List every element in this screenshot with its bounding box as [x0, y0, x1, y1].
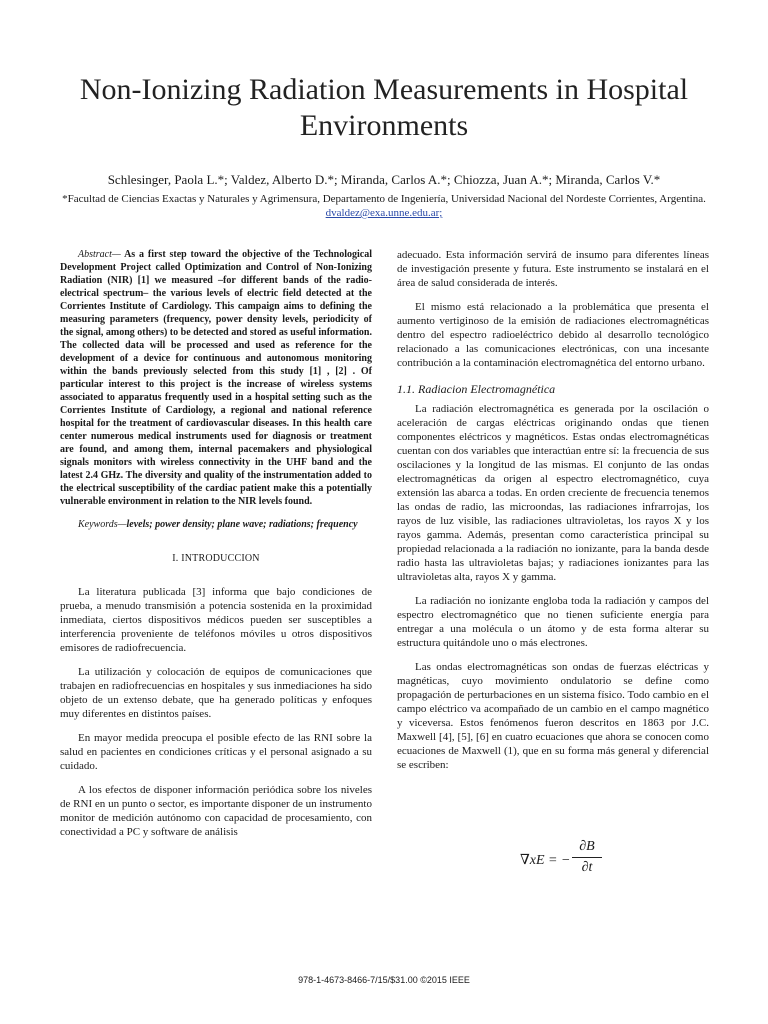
left-column	[60, 248, 372, 849]
abstract-text: As a first step toward the objective of the Technological Development Project called Optimization and Control of Non-Ionizing Radiation (NIR) [1] we measured –for different bands of the radio-electrical spectrum– the various levels of electric field detected at the Corrientes Institute of Cardiology. This campaign aims to defining the measuring parameters (frequency, power density levels, periodicity of the signal, among others) to be detected and stored as useful information. The collected data will be processed and used as reference for the development of a device for continuous and autonomous monitoring within the bands previously selected from this study [1] , [2] . Of particular interest to this project is the increase of wireless systems associated to apparatus frequently used in a hospital setting such as the Corrientes Institute of Cardiology, a regional and national reference hospital for the treatment of cardiovascular diseases. In this health care center numerous medical instruments used for diagnosis or treatment are found, and among them, internal pacemakers and physiological signals monitors with wireless connectivity in the UHF band and the latest 2.4 GHz. The diversity and quality of the instrumentation added to the electrical susceptibility of the cardiac patient make this a potentially vulnerable environment in relation to the NIR levels found.	[60, 249, 372, 507]
paragraph: La literatura publicada [3] informa que bajo condiciones de prueba, a menudo transmisión a potencia sostenida en la proximidad inmediata, ciertos dispositivos médicos pueden ser susceptibles a interferencia proveniente de teléfonos móviles u otros dispositivos emisores de radiofrecuencia.	[60, 586, 372, 654]
right-column	[397, 248, 709, 782]
affiliation-text: *Facultad de Ciencias Exactas y Naturales y Agrimensura, Departamento de Ingeniería, Universidad Nacional del Nordeste Corrientes, Argentina.	[62, 193, 706, 205]
paragraph: En mayor medida preocupa el posible efecto de las RNI sobre la salud en pacientes en condiciones críticas y el personal asignado a su cuidado.	[60, 732, 372, 772]
abstract-lead: Abstract—	[78, 249, 121, 260]
affiliation-block	[40, 192, 728, 220]
abstract	[60, 248, 372, 508]
fraction-bar	[572, 857, 602, 858]
equation-fraction	[572, 838, 602, 877]
author-list: Schlesinger, Paola L.*; Valdez, Alberto D.*; Miranda, Carlos A.*; Chiozza, Juan A.*; Miranda, Carlos V.*	[107, 172, 661, 187]
paragraph: Las ondas electromagnéticas son ondas de fuerzas eléctricas y magnéticas, cuyo movimiento ondulatorio se define como propagación de perturbaciones en un sistema físico. Todo cambio en el campo eléctrico va acompañado de un cambio en el campo magnético y viceversa. Estos fenómenos fueron descritos en 1863 por J.C. Maxwell [4], [5], [6] en cuatro ecuaciones que ahora se conocen como ecuaciones de Maxwell (1), que en su forma más general y diferencial se escriben:	[397, 661, 709, 771]
section-heading-introduccion: I. INTRODUCCION	[172, 553, 260, 564]
keywords-lead: Keywords—	[78, 519, 127, 530]
paragraph: adecuado. Esta información servirá de insumo para diferentes líneas de investigación presente y futura. Este instrumento se instalará en el área de salud considerada de interés.	[397, 249, 709, 289]
page-footer: 978-1-4673-8466-7/15/$31.00 ©2015 IEEE	[298, 975, 470, 985]
equation-lhs: ∇xE = −	[520, 853, 571, 868]
maxwell-equation	[520, 838, 610, 884]
keywords	[60, 518, 372, 531]
paper-title: Non-Ionizing Radiation Measurements in Hospital Environments	[79, 73, 689, 142]
paragraph: La radiación no ionizante engloba toda la radiación y campos del espectro electromagnético que no tienen suficiente energía para entregar a una molécula o un átomo y de esta forma alterar su estructura quitándole uno o más electrones.	[397, 595, 709, 649]
subsection-heading: 1.1. Radiacion Electromagnética	[397, 382, 556, 396]
equation-numerator: ∂B	[579, 839, 595, 854]
paragraph: A los efectos de disponer información periódica sobre los niveles de RNI en un punto o sector, es importante disponer de un instrumento monitor de medición autónomo con capacidad de procesamiento, con conectividad a PC y software de análisis	[60, 784, 372, 838]
paragraph: La utilización y colocación de equipos de comunicaciones que trabajen en radiofrecuencias en hospitales y sus inmediaciones ha sido objeto de un extenso debate, que ha generado políticas y enfoques muy diferentes en distintos países.	[60, 666, 372, 720]
email-link[interactable]: dvaldez@exa.unne.edu.ar;	[325, 207, 443, 219]
paragraph: La radiación electromagnética es generada por la oscilación o aceleración de cargas eléctricas originando ondas que tienen componentes eléctricos y magnéticos. Estas ondas electromagnéticas cuentan con dos variables que interactúan entre sí: la frecuencia de sus oscilaciones y la longitud de las mismas. El conjunto de las ondas electromagnéticas da origen al espectro electromagnético, cuya extensión las abarca a todas. En orden creciente de frecuencia tenemos las ondas de radio, las microondas, las radiaciones infrarrojas, los rayos de luz visible, las radiaciones ultravioletas, los rayos X y los rayos gamma. Además, presentan como característica principal su propiedad relacionada a la radiación no ionizante, para la banda desde radio hasta las ultravioletas bajas; y radiaciones ionizantes para las ultravioletas alta, rayos X y gamma.	[397, 403, 709, 583]
keywords-text: levels; power density; plane wave; radiations; frequency	[126, 519, 358, 530]
equation-denominator: ∂t	[581, 860, 593, 875]
paragraph: El mismo está relacionado a la problemática que presenta el aumento vertiginoso de la emisión de radiaciones electromagnéticas dentro del espectro radioeléctrico debido al desarrollo tecnológico relacionado a las comunicaciones electrónicas, con una incesante contribución a la contaminación electromagnética del entorno urbano.	[397, 301, 709, 369]
